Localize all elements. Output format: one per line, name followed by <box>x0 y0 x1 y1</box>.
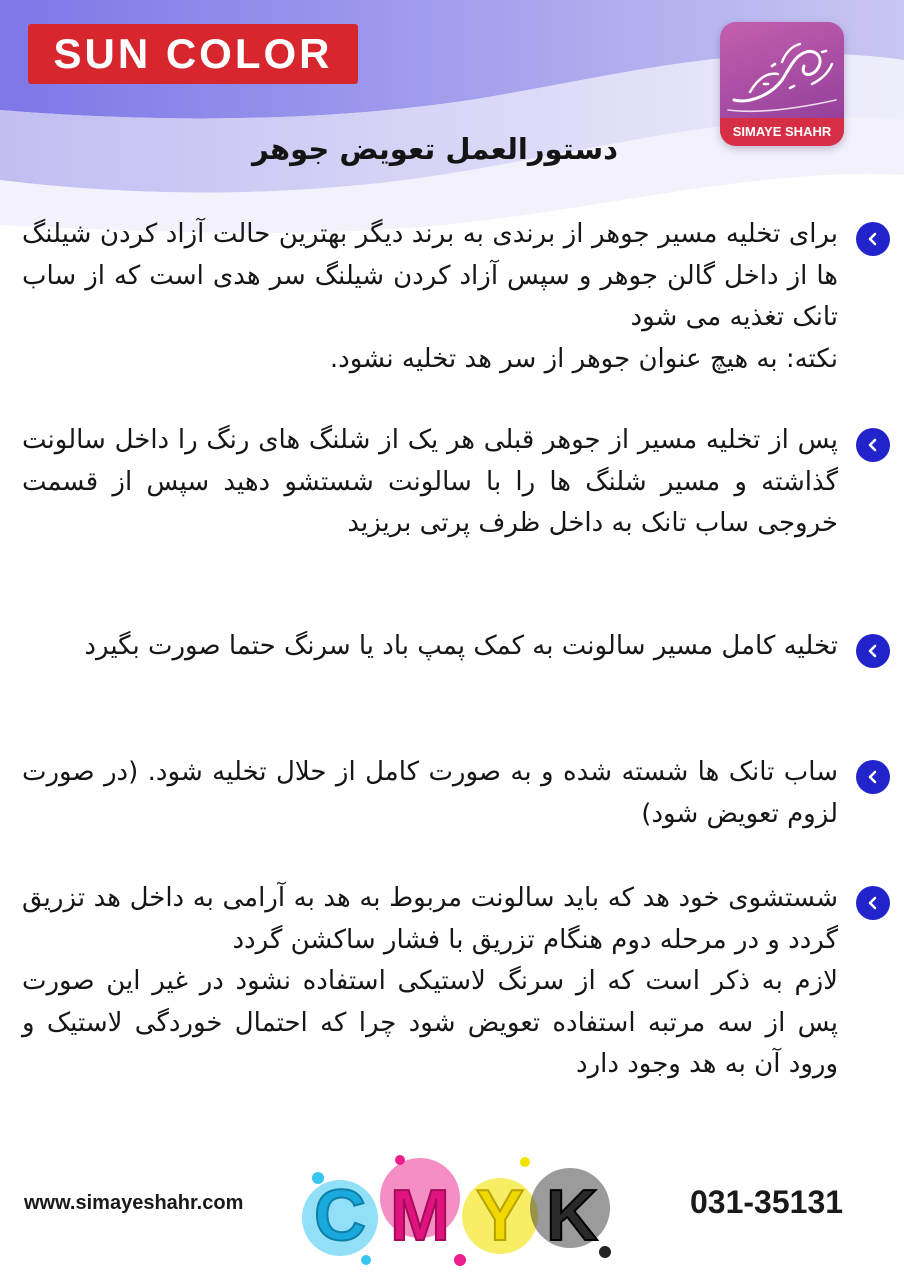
brand-name: SUN COLOR <box>53 30 333 77</box>
instructions-list <box>22 214 894 1138</box>
instruction-item-5 <box>22 878 894 1138</box>
website-link[interactable]: www.simayeshahr.com <box>24 1192 244 1214</box>
instruction-text: برای تخلیه مسیر جوهر از برندی به برند دیگر بهترین حالت آزاد کردن شیلنگ ها از داخل گالن جوهر و سپس آزاد کردن شیلنگ سر هدی است که از ساب تانک تغذیه می شود نکته: به هیچ عنوان جوهر از سر هد تخلیه نشود. <box>22 219 838 374</box>
chevron-left-icon <box>856 222 890 256</box>
simaye-shahr-logo <box>720 22 844 146</box>
instruction-text: تخلیه کامل مسیر سالونت به کمک پمپ باد یا سرنگ حتما صورت بگیرد <box>84 631 838 661</box>
logo-calligraphy-icon <box>720 22 844 120</box>
cmyk-splash-graphic <box>300 1148 620 1270</box>
logo-band-text: SIMAYE SHAHR <box>720 118 844 146</box>
brand-badge <box>28 24 358 84</box>
chevron-left-icon <box>856 886 890 920</box>
instruction-item-4 <box>22 752 894 878</box>
cmyk-letter-k: K <box>546 1176 598 1256</box>
instruction-text: پس از تخلیه مسیر از جوهر قبلی هر یک از شلنگ های رنگ را داخل سالونت گذاشته و مسیر شلنگ ها را با سالونت شستشو دهید سپس از قسمت خروجی ساب تانک به داخل ظرف پرتی بریزید <box>22 425 838 538</box>
instruction-item-1 <box>22 214 894 420</box>
instruction-item-3 <box>22 626 894 752</box>
instruction-text: ساب تانک ها شسته شده و به صورت کامل از حلال تخلیه شود. (در صورت لزوم تعویض شود) <box>22 757 838 829</box>
chevron-left-icon <box>856 634 890 668</box>
cmyk-letter-c: C <box>314 1176 366 1256</box>
cmyk-letter-y: Y <box>475 1176 525 1256</box>
instruction-text: شستشوی خود هد که باید سالونت مربوط به هد به آرامی به داخل هد تزریق گردد و در مرحله دوم هنگام تزریق با فشار ساکشن گردد لازم به ذکر است که از سرنگ لاستیکی استفاده نشود در غیر این صورت پس از سه مرتبه استفاده تعویض شود چرا که احتمال خوردگی لاستیک و ورود آن به هد وجود دارد <box>22 883 838 1079</box>
instruction-item-2 <box>22 420 894 626</box>
chevron-left-icon <box>856 760 890 794</box>
page-title: دستورالعمل تعویض جوهر <box>252 132 618 166</box>
chevron-left-icon <box>856 428 890 462</box>
phone-number[interactable]: 031-35131 <box>690 1184 844 1220</box>
cmyk-letter-m: M <box>390 1176 450 1256</box>
